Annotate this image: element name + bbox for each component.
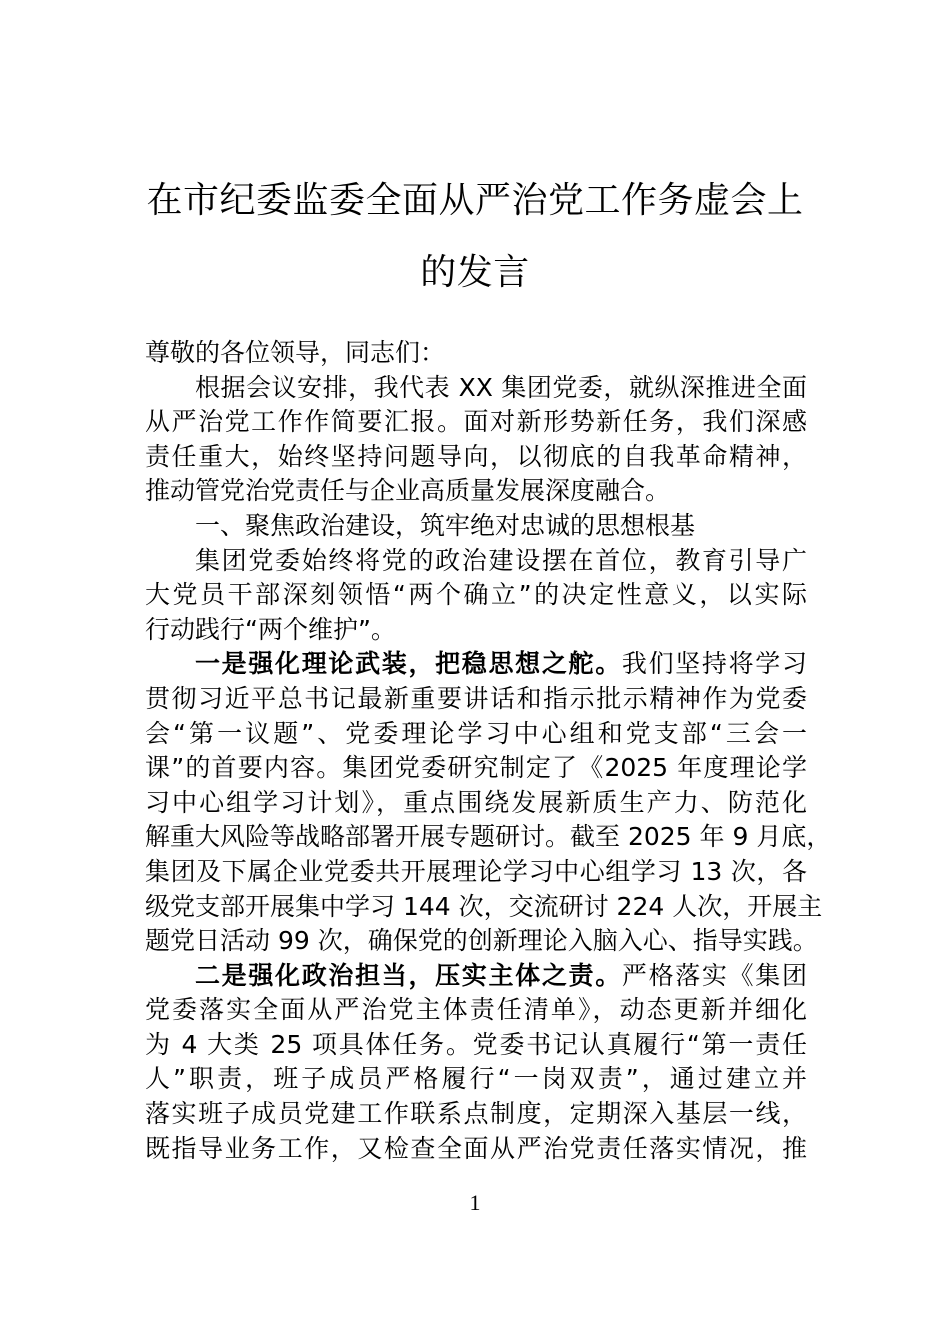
paragraph-intro	[145, 371, 807, 509]
text-line: 题党日活动 99 次，确保党的创新理论入脑入心、指导实践。	[145, 926, 818, 956]
bold-lead: 一是强化理论武装，把稳思想之舵。	[195, 649, 622, 679]
text-run: 严格落实《集团	[621, 960, 807, 990]
text-line: 集团党委始终将党的政治建设摆在首位，教育引导广	[195, 545, 807, 575]
document-title-line-1: 在市纪委监委全面从严治党工作务虚会上	[146, 180, 804, 221]
text-line: 大党员干部深刻领悟“两个确立”的决定性意义，以实际	[145, 580, 807, 610]
text-run: 我们坚持将学习	[621, 649, 807, 679]
text-line: 落实班子成员党建工作联系点制度，定期深入基层一线，	[145, 1099, 807, 1129]
text-line: 既指导业务工作，又检查全面从严治党责任落实情况，推	[145, 1133, 807, 1163]
paragraph-theory	[145, 647, 832, 958]
text-line: 从严治党工作作简要汇报。面对新形势新任务，我们深感	[145, 407, 807, 437]
text-line: 推动管党治党责任与企业高质量发展深度融合。	[145, 476, 671, 506]
text-line: 贯彻习近平总书记最新重要讲话和指示批示精神作为党委	[145, 683, 807, 713]
text-line: 责任重大，始终坚持问题导向，以彻底的自我革命精神，	[145, 441, 807, 471]
text-line: 行动践行“两个维护”。	[145, 614, 396, 644]
text-line: 习中心组学习计划》，重点围绕发展新质生产力、防范化	[145, 787, 807, 817]
text-line: 解重大风险等战略部署开展专题研讨。截至 2025 年 9 月底，	[145, 822, 832, 852]
text-line: 为 4 大类 25 项具体任务。党委书记认真履行“第一责任	[145, 1029, 807, 1059]
section-heading: 一、聚焦政治建设，筑牢绝对忠诚的思想根基	[195, 510, 696, 540]
text-line: 集团及下属企业党委共开展理论学习中心组学习 13 次，各	[145, 856, 807, 886]
document-title-line-2: 的发言	[420, 252, 530, 293]
text-line: 课”的首要内容。集团党委研究制定了《2025 年度理论学	[145, 753, 807, 783]
salutation: 尊敬的各位领导，同志们：	[145, 338, 446, 367]
text-line: 党委落实全面从严治党主体责任清单》，动态更新并细化	[145, 995, 807, 1025]
page-number: 1	[469, 1190, 481, 1215]
text-line: 根据会议安排，我代表 XX 集团党委，就纵深推进全面	[195, 372, 807, 402]
text-line: 级党支部开展集中学习 144 次，交流研讨 224 人次，开展主	[145, 891, 823, 921]
document-body	[145, 336, 832, 1166]
paragraph-responsibility	[145, 959, 807, 1167]
text-line: 人”职责，班子成员严格履行“一岗双责”，通过建立并	[145, 1064, 807, 1094]
text-line	[145, 647, 807, 682]
bold-lead: 二是强化政治担当，压实主体之责。	[195, 960, 622, 990]
text-line: 会“第一议题”、党委理论学习中心组和党支部“三会一	[145, 718, 807, 748]
paragraph-political	[145, 544, 807, 648]
text-line	[145, 959, 807, 994]
